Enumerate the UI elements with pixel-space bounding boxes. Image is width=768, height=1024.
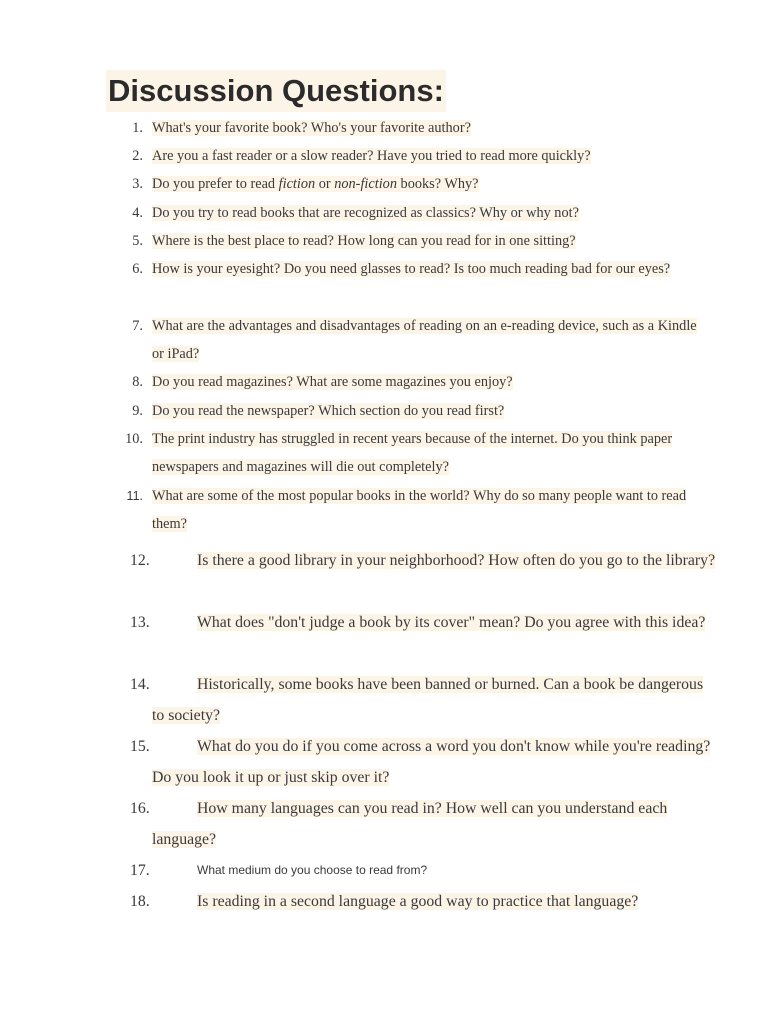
item-text: Do you read magazines? What are some magazines you enjoy? <box>152 374 513 390</box>
item-text: Are you a fast reader or a slow reader? Have you tried to read more quickly? <box>152 148 591 164</box>
item-number: 3. <box>132 176 143 192</box>
item-text: What do you do if you come across a word you don't know while you're reading? Do you look it up or just skip over it? <box>152 738 711 786</box>
item-number: 17. <box>130 862 150 879</box>
item-number: 5. <box>132 233 143 249</box>
item-text: How many languages can you read in? How well can you understand each language? <box>152 800 668 848</box>
emphasis-non-fiction: non-fiction <box>334 176 397 192</box>
item-text: Where is the best place to read? How long can you read for in one sitting? <box>152 233 576 249</box>
item-number: 12. <box>130 552 150 569</box>
item-number: 15. <box>130 738 150 755</box>
emphasis-fiction: fiction <box>278 176 316 192</box>
item-text: Is reading in a second language a good way to practice that language? <box>197 893 639 910</box>
item-number: 4. <box>132 205 143 221</box>
item-text: Is there a good library in your neighborhood? How often do you go to the library? <box>197 552 716 569</box>
item-number: 9. <box>132 403 143 419</box>
item-number: 10. <box>125 431 143 447</box>
item-text: What are the advantages and disadvantages of reading on an e-reading device, such as a Kindle or iPad? <box>152 318 697 363</box>
item-text: What medium do you choose to read from? <box>197 863 428 877</box>
item-text: What are some of the most popular books in the world? Why do so many people want to read them? <box>152 488 687 533</box>
item-text: Historically, some books have been banned or burned. Can a book be dangerous to society? <box>152 676 704 724</box>
item-number: 1. <box>132 120 143 136</box>
item-text: The print industry has struggled in recent years because of the internet. Do you think paper newspapers and magazines will die out completely? <box>152 431 673 476</box>
item-text: Do you try to read books that are recognized as classics? Why or why not? <box>152 205 579 221</box>
item-number: 8. <box>132 374 143 390</box>
item-text: How is your eyesight? Do you need glasses to read? Is too much reading bad for our eyes? <box>152 261 671 277</box>
item-number: 2. <box>132 148 143 164</box>
item-text: What's your favorite book? Who's your favorite author? <box>152 120 471 136</box>
item-text: What does "don't judge a book by its cover" mean? Do you agree with this idea? <box>197 614 706 631</box>
item-text: Do you prefer to read fiction or non-fiction books? Why? <box>152 176 479 192</box>
item-number: 7. <box>132 318 143 334</box>
item-number: 11. <box>126 489 143 503</box>
item-text: Do you read the newspaper? Which section do you read first? <box>152 403 505 419</box>
item-number: 6. <box>132 261 143 277</box>
item-number: 13. <box>130 614 150 631</box>
item-number: 14. <box>130 676 150 693</box>
page-title: Discussion Questions: <box>106 70 446 112</box>
item-number: 18. <box>130 893 150 910</box>
item-number: 16. <box>130 800 150 817</box>
